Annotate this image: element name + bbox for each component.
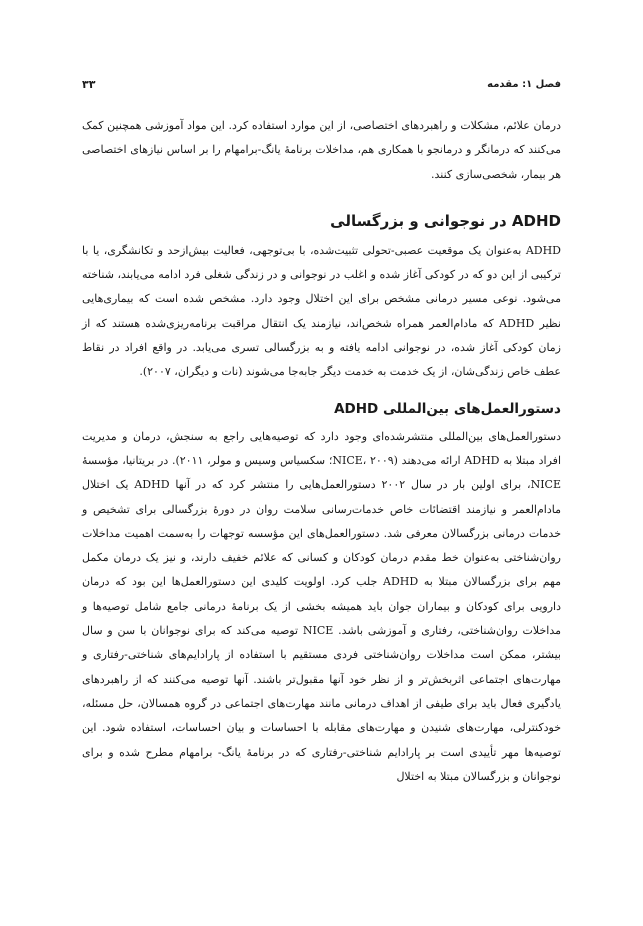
guidelines-paragraph: دستورالعمل‌های بین‌المللی منتشرشده‌ای وجود دارد که توصیه‌هایی راجع به سنجش، درمان و مدیریت افراد مبتلا به ADHD ارائه می‌دهند (NICE، ۲۰۰۹؛ سکسیاس وسیس و مولر، ۲۰۱۱). در بریتانیا، مؤسسهٔ NICE، برای اولین بار در سال ۲۰۰۲ دستورالعمل‌هایی را منتشر کرد که در آنها ADHD یک اختلال مادام‌العمر و نیازمند اقتضائات خاص خدمات‌رسانی سلامت روان در دورهٔ بزرگسالی برای تشخیص و خدمات درمانی بزرگسالان معرفی شد. دستورالعمل‌های این مؤسسه توجهات را به‌سمت اهمیت مداخلات روان‌شناختی به‌عنوان خط مقدم درمان کودکان و کسانی که علائم خفیف دارند، و نیز یک درمان مکمل مهم برای بزرگسالان مبتلا به ADHD جلب کرد. اولویت کلیدی این دستورالعمل‌ها این بود که درمان دارویی برای کودکان و بیماران جوان باید همیشه بخشی از یک برنامهٔ درمانی جامع شامل توصیه‌ها و مداخلات روان‌شناختی، رفتاری و آموزشی باشد. NICE توصیه می‌کند که برای نوجوانان با سن و سال بیشتر، ممکن است مداخلات روان‌شناختی فردی مستقیم با استفاده از پارادایم‌های شناختی-رفتاری و مهارت‌های اجتماعی اثربخش‌تر و از نظر خود آنها مقبول‌تر باشند. آنها توصیه می‌کنند که از راهبردهای یادگیری فعال باید برای طیفی از اهداف درمانی مانند مهارت‌های اجتماعی در گروه همسالان، حل مسئله، خودکنترلی، مهارت‌های شنیدن و مهارت‌های مقابله با احساسات و بیان احساسات، استفاده شود. این توصیه‌ها مهر تأییدی است بر پارادایم شناختی-رفتاری که در برنامهٔ یانگ- برامهام مطرح شده و برای نوجوانان و بزرگسالان مبتلا به اختلال xyxy=(82,429,561,783)
intro-paragraph: درمان علائم، مشکلات و راهبردهای اختصاصی، از این موارد استفاده کرد. این مواد آموزشی همچنین کمک می‌کنند که درمانگر و درمانجو با همکاری هم، مداخلات برنامهٔ یانگ-برامهام را بر اساس نیازهای اختصاصی هر بیمار، شخصی‌سازی کنند. xyxy=(82,119,561,181)
page-header xyxy=(82,78,561,91)
section-heading-adhd-adolescence-adulthood: ADHD در نوجوانی و بزرگسالی xyxy=(330,211,561,230)
section-heading-international-guidelines: دستورالعمل‌های بین‌المللی ADHD xyxy=(334,400,561,417)
adhd-adolescence-paragraph: ADHD به‌عنوان یک موقعیت عصبی-تحولی تثبیت‌شده، با بی‌توجهی، فعالیت بیش‌ازحد و تکانشگری، یا با ترکیبی از این دو که در کودکی آغاز شده و اغلب در نوجوانی و در زندگی شغلی فرد ادامه می‌یابند، شناخته می‌شود. نوعی مسیر درمانی مشخص برای این اختلال وجود دارد. مشخص شده است که بیماری‌هایی نظیر ADHD که مادام‌العمر همراه شخص‌اند، نیازمند یک انتقال مراقبت برنامه‌ریزی‌شده هستند که از زمان کودکی آغاز شده، در نوجوانی ادامه یافته و به بزرگسالی تسری می‌یابد. در واقع افراد در نقاط عطف خاص زندگی‌شان، از یک خدمت به خدمت دیگر جابه‌جا می‌شوند (نات و دیگران، ۲۰۰۷). xyxy=(82,243,561,379)
page-number: ۳۳ xyxy=(82,78,96,91)
chapter-label: فصل ۱: مقدمه xyxy=(487,79,561,90)
page-content xyxy=(82,114,561,789)
